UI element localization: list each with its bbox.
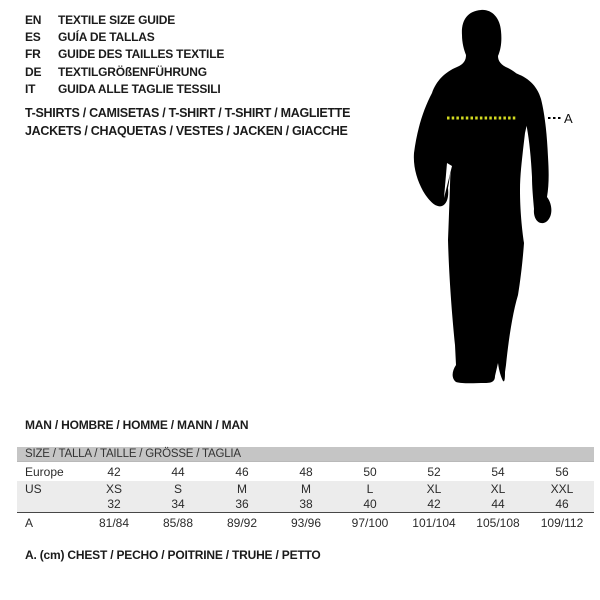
size-cell: 36 — [235, 497, 249, 511]
size-cell: 48 — [299, 464, 313, 479]
size-cell: 44 — [171, 464, 185, 479]
category-line-tshirts: T-SHIRTS / CAMISETAS / T-SHIRT / T-SHIRT / MAGLIETTE — [25, 106, 351, 120]
language-row — [25, 64, 224, 81]
size-cell: 34 — [171, 497, 185, 511]
lang-label: GUÍA DE TALLAS — [58, 30, 155, 45]
lang-code: DE — [25, 64, 42, 79]
size-cell: 46 — [235, 464, 249, 479]
size-cell: L — [366, 481, 374, 496]
size-cell: 40 — [363, 497, 377, 511]
language-row — [25, 46, 224, 63]
size-cell: XXL — [550, 481, 574, 496]
lang-label: TEXTILE SIZE GUIDE — [58, 13, 176, 27]
lang-label: GUIDE DES TAILLES TEXTILE — [58, 47, 225, 62]
size-cell: 101/104 — [412, 516, 456, 530]
measure-label-a: A — [564, 111, 573, 126]
size-cell: M — [301, 481, 311, 496]
size-cell: 32 — [107, 497, 121, 511]
row-label: US — [25, 481, 42, 496]
size-cell: 50 — [363, 464, 377, 479]
category-line-jackets: JACKETS / CHAQUETAS / VESTES / JACKEN / GIACCHE — [25, 123, 348, 138]
man-silhouette-svg — [405, 5, 580, 395]
size-cell: 42 — [427, 497, 441, 511]
row-label: A — [25, 516, 34, 530]
size-table — [17, 447, 594, 533]
size-cell: XL — [426, 481, 442, 496]
size-cell: XL — [490, 481, 506, 496]
lang-code: IT — [25, 81, 36, 96]
size-cell: 44 — [491, 497, 505, 511]
lang-label: TEXTILGRÖßENFÜHRUNG — [58, 64, 207, 79]
lang-label: GUIDA ALLE TAGLIE TESSILI — [58, 81, 221, 96]
size-cell: 38 — [299, 497, 313, 511]
size-cell: XS — [105, 481, 122, 496]
size-table-row-us — [17, 481, 594, 496]
man-silhouette-body — [414, 10, 532, 383]
size-cell: 105/108 — [476, 516, 520, 530]
garment-categories — [25, 105, 350, 140]
size-cell: 109/112 — [540, 516, 584, 530]
size-cell: 97/100 — [351, 516, 389, 530]
size-cell: 93/96 — [290, 516, 322, 530]
lang-code: EN — [25, 13, 42, 27]
language-row — [25, 12, 224, 29]
lang-code: ES — [25, 30, 41, 45]
size-cell: 52 — [427, 464, 441, 479]
size-cell: 42 — [107, 464, 121, 479]
size-cell: 46 — [555, 497, 569, 511]
size-cell: 54 — [491, 464, 505, 479]
size-cell: 89/92 — [226, 516, 258, 530]
size-cell: S — [173, 481, 182, 496]
language-list — [25, 12, 224, 98]
size-table-header: SIZE / TALLA / TAILLE / GRÖSSE / TAGLIA — [17, 447, 594, 462]
measurement-footnote: A. (cm) CHEST / PECHO / POITRINE / TRUHE / PETTO — [25, 548, 321, 562]
section-title-man: MAN / HOMBRE / HOMME / MANN / MAN — [25, 418, 249, 432]
size-table-row-alt — [17, 496, 594, 512]
lang-code: FR — [25, 47, 41, 62]
size-cell: 56 — [555, 464, 569, 479]
size-table-row-europe — [17, 462, 594, 481]
size-table-row-chest-a — [17, 512, 594, 533]
size-cell: 81/84 — [98, 516, 130, 530]
row-label: Europe — [25, 464, 64, 479]
language-row — [25, 29, 224, 46]
size-cell: M — [237, 481, 247, 496]
size-figure — [405, 5, 580, 395]
size-cell: 85/88 — [162, 516, 194, 530]
language-row — [25, 81, 224, 98]
